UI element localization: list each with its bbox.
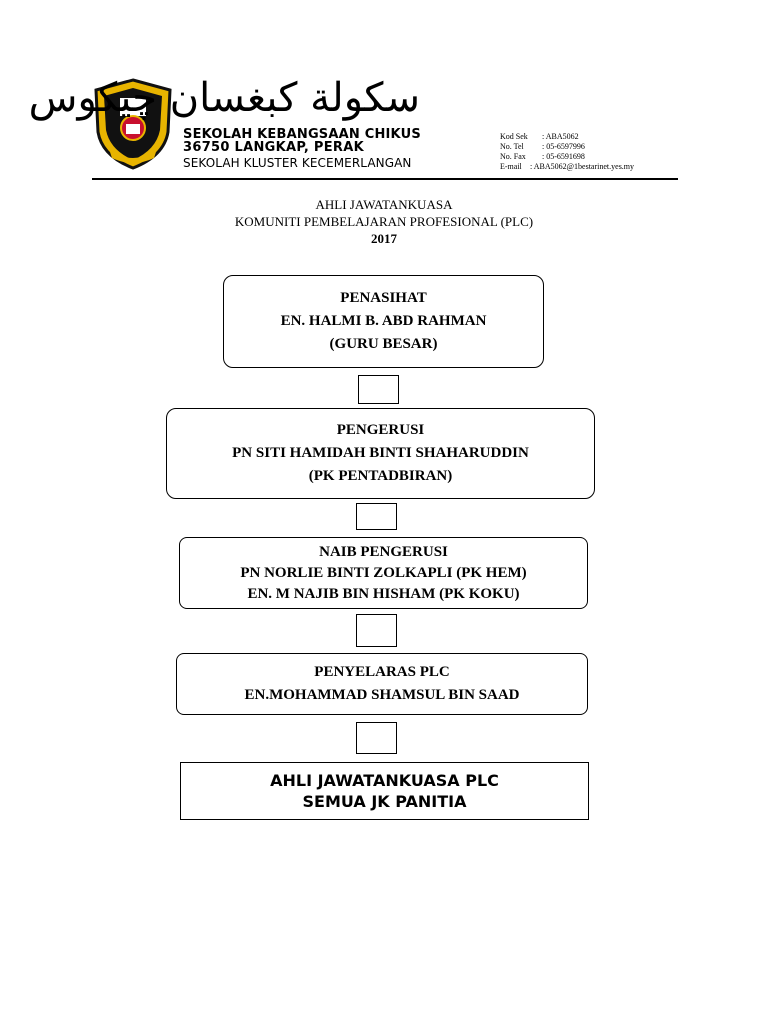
chairman-position: (PK PENTADBIRAN) <box>308 468 453 484</box>
document-title-line1: AHLI JAWATANKUASA <box>315 197 453 212</box>
advisor-name: EN. HALMI B. ABD RAHMAN <box>280 313 487 329</box>
contact-row: No. Tel : 05-6597996 <box>500 142 585 151</box>
advisor-position: (GURU BESAR) <box>329 336 438 352</box>
vice-chairman-member: EN. M NAJIB BIN HISHAM (PK KOKU) <box>247 585 520 602</box>
letterhead-divider <box>92 178 678 180</box>
advisor-role: PENASIHAT <box>340 290 427 306</box>
document-year: 2017 <box>371 231 397 246</box>
chairman-role: PENGERUSI <box>336 422 425 438</box>
members-role: AHLI JAWATANKUASA PLC <box>270 771 499 790</box>
members-box <box>180 762 589 820</box>
contact-row: E-mail : ABA5062@1bestarinet.yes.my <box>500 162 635 171</box>
school-name: SEKOLAH KEBANGSAAN CHIKUS <box>183 127 421 142</box>
document-title-line2: KOMUNITI PEMBELAJARAN PROFESIONAL (PLC) <box>234 214 534 229</box>
contact-row: Kod Sek : ABA5062 <box>500 132 579 141</box>
vice-chairman-box <box>179 537 588 609</box>
vice-chairman-role: NAIB PENGERUSI <box>319 543 448 560</box>
contact-block <box>500 132 634 172</box>
school-address: 36750 LANGKAP, PERAK <box>183 140 364 155</box>
members-name: SEMUA JK PANITIA <box>302 792 467 811</box>
advisor-box <box>223 275 544 368</box>
school-cluster: SEKOLAH KLUSTER KECEMERLANGAN <box>183 156 412 170</box>
coordinator-role: PENYELARAS PLC <box>314 664 450 680</box>
contact-row: No. Fax : 05-6591698 <box>500 152 585 161</box>
coordinator-box <box>176 653 588 715</box>
connector-box <box>358 375 399 404</box>
chairman-name: PN SITI HAMIDAH BINTI SHAHARUDDIN <box>232 445 529 461</box>
chairman-box <box>166 408 595 499</box>
connector-box <box>356 722 397 754</box>
coordinator-name: EN.MOHAMMAD SHAMSUL BIN SAAD <box>244 687 520 703</box>
connector-box <box>356 503 397 530</box>
school-name-jawi: سكولة كبغسان چيكوس <box>28 75 420 121</box>
vice-chairman-member: PN NORLIE BINTI ZOLKAPLI (PK HEM) <box>240 564 527 581</box>
connector-box <box>356 614 397 647</box>
